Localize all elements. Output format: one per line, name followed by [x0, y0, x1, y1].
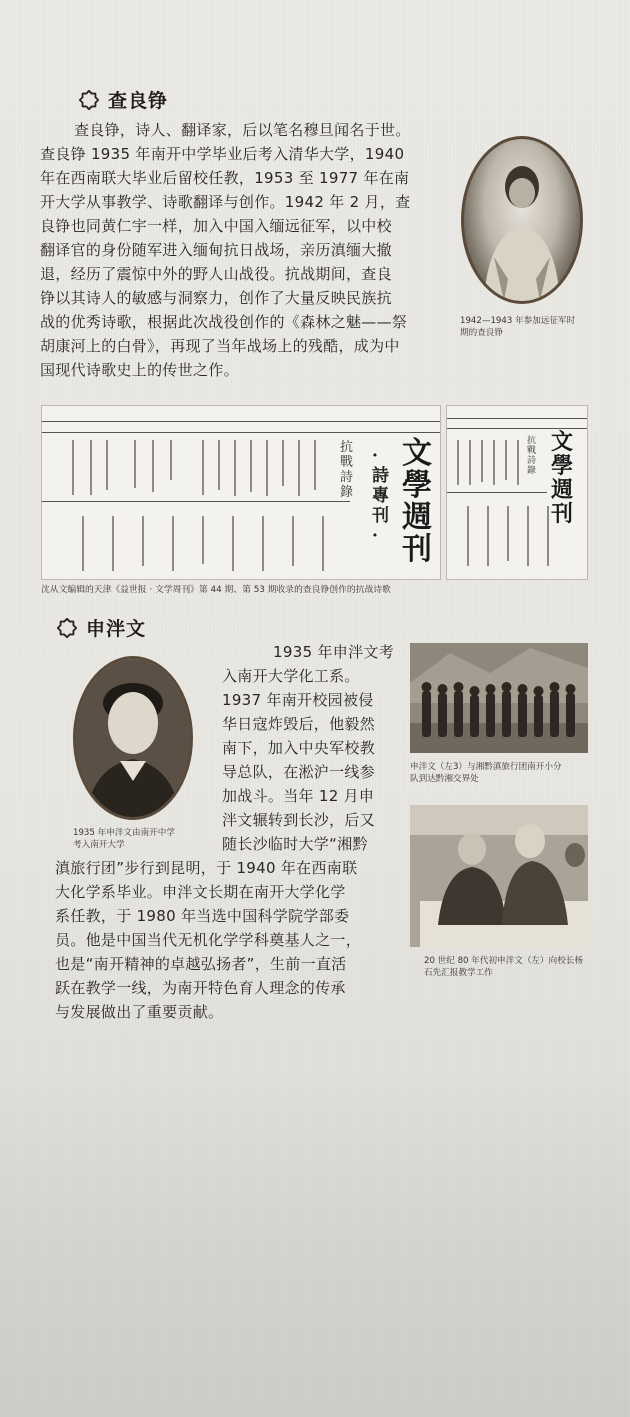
text-line: 开大学从事教学、诗歌翻译与创作。1942 年 2 月，查: [40, 193, 411, 211]
newspaper-special-title: ·詩 專 刊·: [372, 446, 389, 546]
text-line: 1937 年南开校园被侵: [222, 691, 374, 709]
office-scene-icon: [410, 805, 588, 947]
text-line: 退，经历了震惊中外的野人山战役。抗战期间，查良: [40, 265, 392, 283]
group-figures-icon: [410, 643, 588, 753]
text-line: 系任教，于 1980 年当选中国科学院学部委: [55, 907, 350, 925]
newspaper-clipping-53: [446, 405, 588, 580]
hexagon-outline-icon: [56, 617, 78, 639]
caption-line: 1935 年申泮文由南开中学: [73, 828, 175, 838]
section-heading-shen: [56, 614, 146, 641]
shen-portrait: [73, 656, 193, 820]
text-line: 铮以其诗人的敏感与洞察力，创作了大量反映民族抗: [40, 289, 392, 307]
zha-paragraph: [40, 118, 445, 382]
text-line: 查良铮，诗人、翻译家，后以笔名穆旦闻名于世。: [74, 121, 411, 139]
newspaper-poem-title: 抗戰詩錄: [340, 440, 354, 500]
shen-paragraph-wide: [55, 856, 395, 1024]
newspaper-masthead: 文學週刊: [402, 436, 432, 567]
text-line: 大化学系毕业。申泮文长期在南开大学化学: [55, 883, 346, 901]
text-line: 员。他是中国当代无机化学学科奠基人之一，: [55, 931, 362, 949]
text-line: 南下，加入中央军校教: [222, 739, 376, 757]
newspaper-caption: 沈从文编辑的天津《益世报 · 文学周刊》第 44 期、第 53 期收录的查良铮创作的抗战诗歌: [41, 585, 391, 595]
text-line: 良铮也同黄仁宇一样，加入中国入缅远征军，以中校: [40, 217, 392, 235]
text-line: 也是“南开精神的卓越弘扬者”，生前一直活: [55, 955, 347, 973]
text-line: 泮文辗转到长沙，后又: [222, 811, 376, 829]
caption-line: 队到达黔湘交界处: [410, 774, 479, 784]
text-line: 随长沙临时大学“湘黔: [222, 835, 368, 853]
section-title: 申泮文: [86, 618, 147, 640]
office-photo-caption: [424, 955, 604, 979]
newspaper2-masthead: 文學週刊: [551, 429, 574, 527]
caption-line: 考入南开大学: [73, 840, 125, 850]
zha-portrait-caption: [460, 315, 600, 339]
caption-line: 1942—1943 年参加远征军时: [460, 316, 576, 326]
text-line: 与发展做出了重要贡献。: [55, 1003, 224, 1021]
zha-portrait: [461, 136, 583, 304]
text-line: 战的优秀诗歌，根据此次战役创作的《森林之魅——祭: [40, 313, 408, 331]
group-photo-caption: [410, 761, 600, 785]
office-photo: [410, 805, 588, 947]
shen-portrait-caption: [73, 827, 213, 851]
text-line: 滇旅行团”步行到昆明，于 1940 年在西南联: [55, 859, 358, 877]
text-line: 年在西南联大毕业后留校任教，1953 至 1977 年在南: [40, 169, 410, 187]
section-title: 查良铮: [108, 90, 169, 112]
text-line: 翻译官的身份随军进入缅甸抗日战场，亲历滇缅大撤: [40, 241, 392, 259]
text-line: 加战斗。当年 12 月申: [222, 787, 375, 805]
caption-line: 期的查良铮: [460, 328, 503, 338]
text-line: 导总队，在淞沪一线参: [222, 763, 376, 781]
shen-paragraph-narrow: [222, 640, 394, 856]
group-photo: [410, 643, 588, 753]
portrait-figure-icon: [76, 659, 190, 817]
portrait-figure-icon: [464, 139, 580, 301]
caption-line: 申泮文（左3）与湘黔滇旅行团南开小分: [410, 762, 562, 772]
newspaper-clipping-44: [41, 405, 441, 580]
text-line: 1935 年申泮文考: [273, 643, 394, 661]
hexagon-outline-icon: [78, 89, 100, 111]
caption-line: 20 世纪 80 年代初申泮文（左）向校长杨: [424, 956, 583, 966]
newspaper2-subtitle: 抗戰詩錄: [527, 436, 537, 476]
text-line: 查良铮 1935 年南开中学毕业后考入清华大学，1940: [40, 145, 405, 163]
caption-line: 石先汇报教学工作: [424, 968, 493, 978]
text-line: 入南开大学化工系。: [222, 667, 360, 685]
text-line: 胡康河上的白骨》，再现了当年战场上的残酷，成为中: [40, 337, 400, 355]
text-line: 华日寇炸毁后，他毅然: [222, 715, 376, 733]
section-heading-zha: [78, 86, 168, 113]
text-line: 国现代诗歌史上的传世之作。: [40, 361, 239, 379]
text-line: 跃在教学一线，为南开特色育人理念的传承: [55, 979, 346, 997]
